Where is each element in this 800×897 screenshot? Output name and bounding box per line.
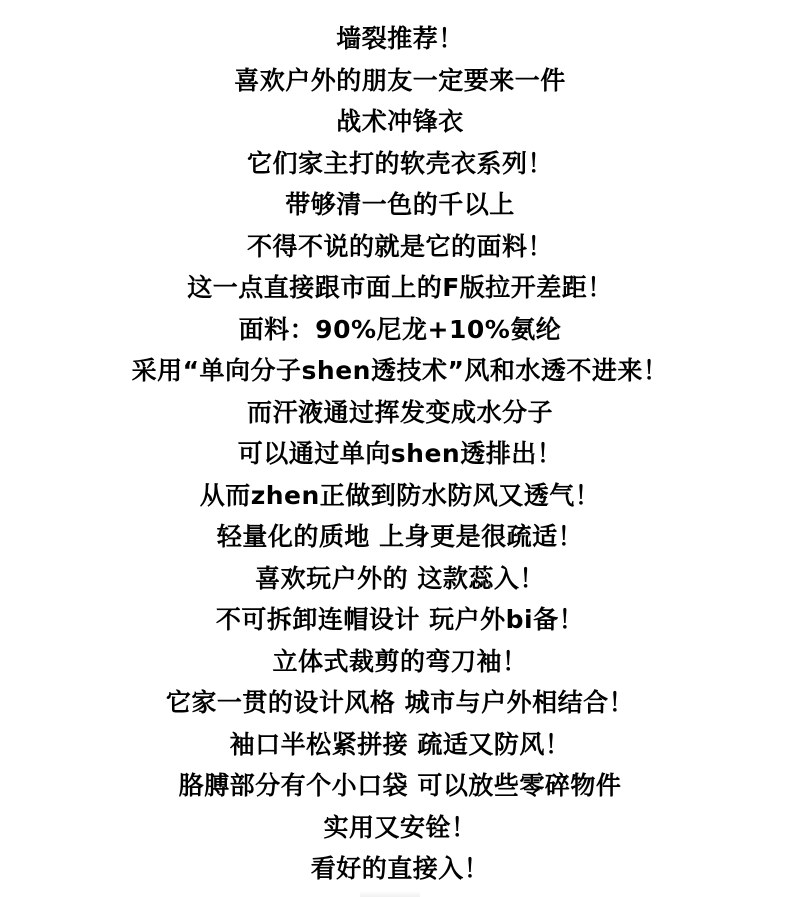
text-line: 胳膊部分有个小口袋 可以放些零碎物件 — [178, 771, 622, 800]
text-line: 不得不说的就是它的面料！ — [246, 231, 553, 261]
text-line: 它家一贯的设计风格 城市与户外相结合！ — [165, 688, 635, 717]
text-line: 而汗液通过挥发变成水分子 — [246, 397, 553, 427]
text-line: 轻量化的质地 上身更是很疏适！ — [216, 522, 584, 551]
cropped-line-remnant — [360, 891, 420, 897]
text-line: 这一点直接跟市面上的F版拉开差距！ — [187, 273, 613, 302]
text-line: 不可拆卸连帽设计 玩户外bi备！ — [215, 605, 585, 634]
text-lines — [0, 18, 800, 890]
text-line: 看好的直接入！ — [310, 854, 490, 883]
text-line: 袖口半松紧拼接 疏适又防风！ — [229, 729, 571, 759]
text-line: 可以通过单向shen透排出！ — [237, 439, 563, 468]
text-line: 战术冲锋衣 — [336, 107, 464, 136]
text-line: 喜欢玩户外的 这款蕊入！ — [255, 563, 545, 593]
text-line: 面料：90%尼龙+10%氨纶 — [238, 314, 562, 344]
text-line: 实用又安铨！ — [323, 812, 477, 842]
text-line: 从而zhen正做到防水防风又透气！ — [199, 480, 601, 510]
text-line: 墙裂推荐！ — [336, 24, 464, 53]
text-line: 它们家主打的软壳衣系列！ — [246, 148, 553, 178]
text-line: 立体式裁剪的弯刀袖！ — [272, 646, 528, 676]
text-line: 带够清一色的千以上 — [285, 190, 515, 219]
text-line: 采用“单向分子shen透技术”风和水透不进来！ — [131, 356, 669, 385]
text-line: 喜欢户外的朋友一定要来一件 — [234, 65, 566, 95]
